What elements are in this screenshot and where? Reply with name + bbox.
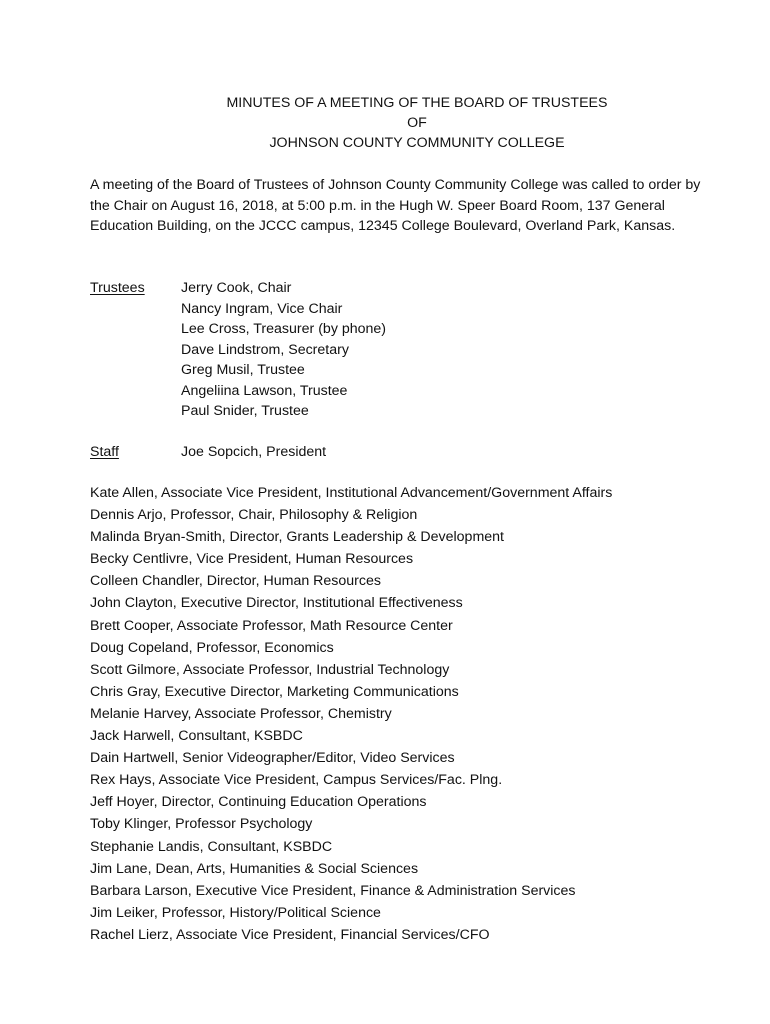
intro-paragraph: A meeting of the Board of Trustees of Johnson County Community College was called to order by the Chair on August 16, 2018, at 5:00 p.m. in the Hugh W. Speer Board Room, 137 General Education Building, on the JCCC campus, 12345 College Boulevard, Overland Park, Kansas. [90, 177, 701, 234]
trustee-entry: Nancy Ingram, Vice Chair [181, 300, 343, 317]
title-line-2: OF [407, 115, 427, 131]
trustee-entry: Greg Musil, Trustee [181, 362, 305, 378]
document-title [0, 93, 770, 153]
trustee-entry: Angeliina Lawson, Trustee [181, 382, 348, 399]
trustee-entry: Lee Cross, Treasurer (by phone) [181, 321, 387, 337]
attendee-entry: Barbara Larson, Executive Vice President, Finance & Administration Services [90, 882, 576, 899]
attendee-entry: Brett Cooper, Associate Professor, Math Resource Center [90, 617, 453, 634]
attendee-entry: Becky Centlivre, Vice President, Human Resources [90, 551, 414, 568]
attendee-entry: Jim Lane, Dean, Arts, Humanities & Social Sciences [90, 860, 419, 877]
attendee-entry: John Clayton, Executive Director, Institutional Effectiveness [90, 595, 463, 612]
trustees-list [181, 278, 386, 422]
attendee-entry: Rachel Lierz, Associate Vice President, Financial Services/CFO [90, 926, 490, 943]
staff-label: Staff [90, 444, 119, 460]
attendee-entry: Jeff Hoyer, Director, Continuing Education Operations [90, 794, 427, 811]
attendee-entry: Jack Harwell, Consultant, KSBDC [90, 728, 303, 745]
attendee-entry: Melanie Harvey, Associate Professor, Chemistry [90, 705, 392, 722]
trustee-entry: Dave Lindstrom, Secretary [181, 341, 349, 358]
attendee-entry: Toby Klinger, Professor Psychology [90, 816, 313, 833]
attendee-entry: Malinda Bryan-Smith, Director, Grants Leadership & Development [90, 529, 504, 546]
attendee-entry: Scott Gilmore, Associate Professor, Industrial Technology [90, 661, 450, 678]
staff-entry: Joe Sopcich, President [181, 444, 327, 460]
attendee-entry: Dain Hartwell, Senior Videographer/Editor, Video Services [90, 750, 455, 767]
attendee-entry: Rex Hays, Associate Vice President, Campus Services/Fac. Plng. [90, 772, 503, 789]
title-line-3: JOHNSON COUNTY COMMUNITY COLLEGE [269, 135, 565, 151]
staff-list [181, 442, 326, 463]
attendees-list [90, 482, 612, 946]
attendee-entry: Colleen Chandler, Director, Human Resources [90, 573, 381, 590]
attendee-entry: Dennis Arjo, Professor, Chair, Philosophy & Religion [90, 507, 418, 524]
title-line-1: MINUTES OF A MEETING OF THE BOARD OF TRUSTEES [226, 95, 608, 111]
attendee-entry: Stephanie Landis, Consultant, KSBDC [90, 838, 333, 855]
trustee-entry: Jerry Cook, Chair [181, 280, 292, 296]
attendee-entry: Doug Copeland, Professor, Economics [90, 639, 334, 656]
attendee-entry: Kate Allen, Associate Vice President, Institutional Advancement/Government Affairs [90, 485, 613, 501]
attendee-entry: Jim Leiker, Professor, History/Political Science [90, 904, 381, 921]
attendee-entry: Chris Gray, Executive Director, Marketing Communications [90, 683, 459, 700]
trustees-label: Trustees [90, 280, 145, 296]
trustee-entry: Paul Snider, Trustee [181, 403, 309, 419]
